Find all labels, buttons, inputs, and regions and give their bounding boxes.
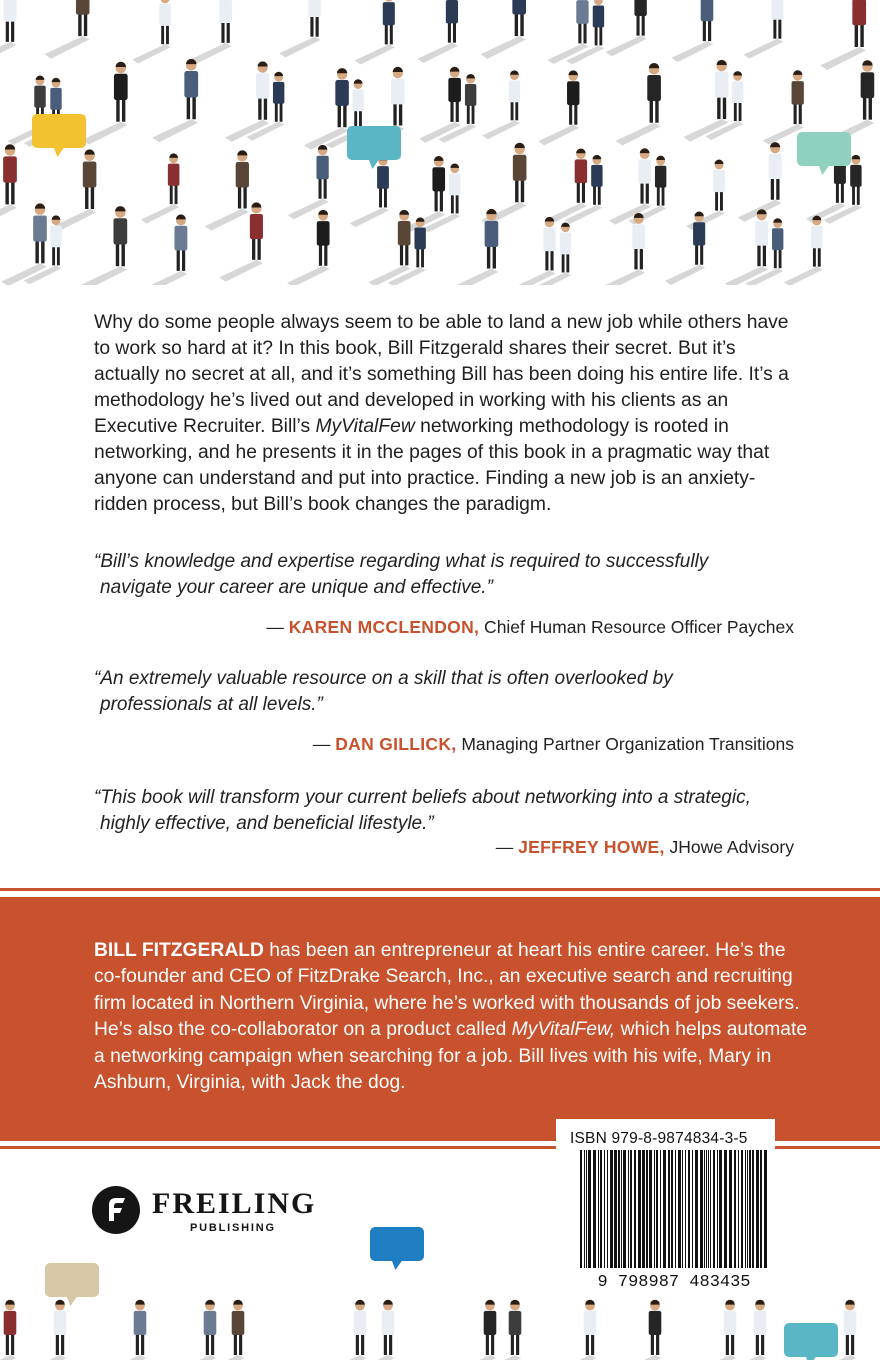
- attribution-name: JEFFREY HOWE,: [518, 837, 665, 857]
- person-figure: [0, 1300, 16, 1360]
- person-figure: [546, 148, 587, 223]
- testimonial-quote-2: [94, 666, 814, 718]
- person-figure: [0, 144, 17, 227]
- attribution-title: Managing Partner Organization Transitions: [456, 734, 794, 754]
- quote-line: professionals at all levels.”: [100, 694, 323, 715]
- testimonial-attribution-1: [266, 617, 794, 638]
- person-figure: [0, 0, 16, 63]
- bio-text-part1: has been an entrepreneur at heart his entire career. He’s the co-founder and CEO of FitzDrake Search, Inc., an executive search and recruiting firm located in Northern Virginia, where he’s worked with thousands of job seekers. He’s also the co-collaborator on a product called: [94, 940, 800, 1041]
- person-figure: [671, 0, 713, 62]
- speech-bubble-icon: [370, 1227, 424, 1270]
- quote-line: “This book will transform your current beliefs about networking into a strategic,: [94, 787, 751, 808]
- person-figure: [279, 0, 321, 57]
- speech-bubble-icon: [784, 1323, 838, 1360]
- person-figure: [350, 156, 389, 227]
- person-figure: [104, 1300, 146, 1360]
- attribution-dash: —: [266, 617, 289, 637]
- person-figure: [554, 1300, 596, 1360]
- isbn-barcode: [578, 1150, 770, 1292]
- person-figure: [417, 0, 458, 63]
- testimonial-attribution-3: [496, 837, 794, 858]
- person-figure: [515, 217, 556, 285]
- divider-rule: [0, 888, 880, 891]
- person-figure: [144, 214, 187, 285]
- publisher-name: FREILING: [152, 1187, 317, 1220]
- attribution-name: KAREN MCCLENDON,: [288, 617, 480, 637]
- speech-bubble-icon: [347, 126, 401, 169]
- person-figure: [615, 63, 660, 145]
- crowd-illustration-top: [0, 0, 880, 285]
- person-figure: [820, 0, 866, 70]
- back-cover-blurb: [94, 310, 800, 518]
- person-figure: [538, 70, 579, 145]
- person-figure: [784, 216, 823, 285]
- person-figure: [829, 60, 874, 142]
- speech-bubble-icon: [45, 1263, 99, 1306]
- quote-line: highly effective, and beneficial lifestyle.”: [100, 813, 434, 834]
- crowd-figures-top: [0, 0, 880, 285]
- testimonial-quote-3: [94, 785, 814, 837]
- person-figure: [619, 1300, 661, 1360]
- person-figure: [606, 0, 647, 56]
- blurb-text-part2: networking methodology is rooted in networking, and he presents it in the pages of this book in a pragmatic way that anyone can understand and put into practice. Finding a new job is an anxiety-ridden process, but Bill’s book changes the paradigm.: [94, 416, 770, 515]
- attribution-title: JHowe Advisory: [664, 837, 794, 857]
- person-figure: [368, 210, 410, 285]
- person-figure: [24, 1300, 66, 1360]
- person-figure: [324, 1300, 366, 1360]
- attribution-title: Chief Human Resource Officer Paychex: [479, 617, 794, 637]
- isbn-digits: 9 798987 483435: [597, 1273, 751, 1292]
- person-figure: [454, 1300, 496, 1360]
- blurb-product-name: MyVitalFew: [315, 416, 415, 437]
- person-figure: [44, 0, 89, 59]
- author-name: BILL FITZGERALD: [94, 940, 264, 961]
- person-figure: [81, 206, 127, 285]
- attribution-dash: —: [495, 837, 519, 857]
- person-figure: [355, 0, 395, 65]
- person-figure: [287, 210, 330, 285]
- quote-line: navigate your career are unique and effective.”: [100, 577, 493, 598]
- person-figure: [602, 213, 645, 285]
- person-figure: [152, 59, 198, 142]
- testimonial-attribution-2: [313, 734, 794, 755]
- person-figure: [686, 160, 725, 230]
- person-figure: [763, 70, 804, 144]
- speech-bubble-icon: [32, 114, 86, 157]
- quote-line: “An extremely valuable resource on a skill that is often overlooked by: [94, 668, 673, 689]
- person-figure: [190, 0, 232, 64]
- attribution-name: DAN GILLICK,: [335, 734, 457, 754]
- person-figure: [694, 1300, 736, 1360]
- person-figure: [82, 62, 128, 145]
- bio-product-name: MyVitalFew,: [511, 1019, 616, 1041]
- attribution-dash: —: [312, 734, 336, 754]
- person-figure: [665, 212, 705, 285]
- person-figure: [205, 150, 249, 230]
- blurb-text-part1: Why do some people always seem to be able to land a new job while others have to work so hard at it? In this book, Bill Fitzgerald shares their secret. But it’s actually no secret at all, and it’s something Bill has been doing his entire life. It’s a methodology he’s lived out and developed in working with his clients as an Executive Recruiter. Bill’s: [94, 312, 789, 437]
- person-figure: [1, 203, 47, 285]
- isbn-label: ISBN 979-8-9874834-3-5: [570, 1130, 748, 1147]
- person-figure: [453, 209, 498, 285]
- person-figure: [482, 70, 520, 139]
- person-figure: [288, 145, 329, 219]
- publisher-subtitle: PUBLISHING: [190, 1222, 276, 1234]
- quote-line: “Bill’s knowledge and expertise regarding what is required to successfully: [94, 551, 709, 572]
- person-figure: [132, 0, 171, 64]
- testimonial-quote-1: [94, 549, 814, 601]
- bio-text-part2: which helps automate a networking campaign when searching for a job. Bill lives with his wife, Mary in Ashburn, Virginia, with Jack the dog.: [94, 1019, 808, 1094]
- person-figure: [174, 1300, 216, 1360]
- person-figure: [141, 153, 180, 223]
- person-figure: [743, 0, 783, 59]
- author-bio: [94, 938, 814, 1096]
- person-figure: [481, 0, 526, 59]
